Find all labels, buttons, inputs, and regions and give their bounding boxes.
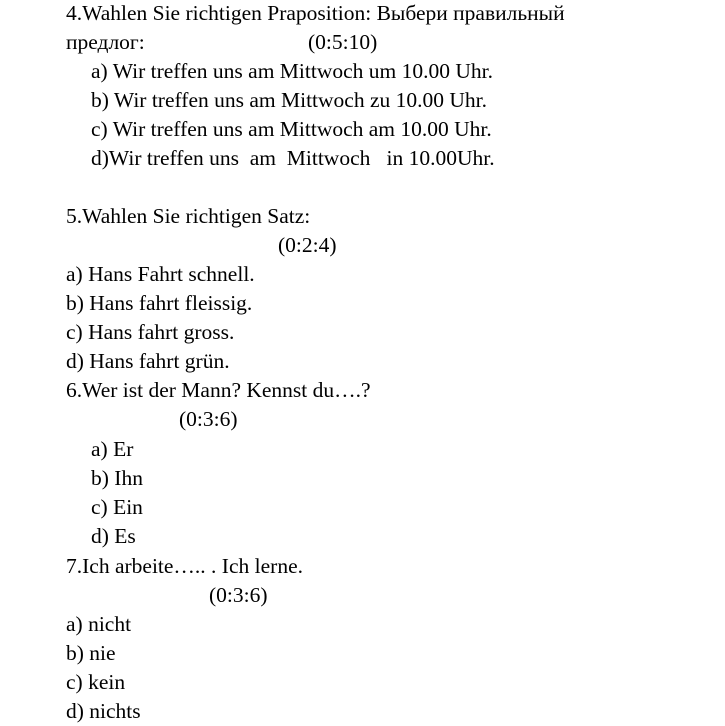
- question-6-option-a: a) Er: [91, 437, 134, 461]
- question-5-title: 5.Wahlen Sie richtigen Satz:: [66, 204, 311, 228]
- question-7-title: 7.Ich arbeite….. . Ich lerne.: [66, 554, 303, 578]
- question-5-option-c: c) Hans fahrt gross.: [66, 320, 235, 344]
- question-4-option-b: b) Wir treffen uns am Mittwoch zu 10.00 Uhr.: [91, 88, 488, 112]
- question-5-score: (0:2:4): [278, 233, 337, 257]
- question-4-score: (0:5:10): [308, 30, 378, 54]
- question-7-option-b: b) nie: [66, 641, 116, 665]
- question-6-option-c: c) Ein: [91, 495, 143, 519]
- question-5-option-d: d) Hans fahrt grün.: [66, 349, 230, 373]
- question-4-option-c: c) Wir treffen uns am Mittwoch am 10.00 Uhr.: [91, 117, 492, 141]
- question-4-option-d: d)Wir treffen uns am Mittwoch in 10.00Uhr.: [91, 146, 495, 170]
- question-6-option-b: b) Ihn: [91, 466, 143, 490]
- question-7-option-a: a) nicht: [66, 612, 132, 636]
- question-4-option-a: a) Wir treffen uns am Mittwoch um 10.00 Uhr.: [91, 59, 493, 83]
- question-6-option-d: d) Es: [91, 524, 136, 548]
- question-7-option-d: d) nichts: [66, 699, 141, 723]
- question-6-score: (0:3:6): [179, 407, 238, 431]
- question-5-option-a: a) Hans Fahrt schnell.: [66, 262, 255, 286]
- question-5-option-b: b) Hans fahrt fleissig.: [66, 291, 253, 315]
- question-6-title: 6.Wer ist der Mann? Kennst du….?: [66, 378, 371, 402]
- question-7-score: (0:3:6): [209, 583, 268, 607]
- question-4-title: 4.Wahlen Sie richtigen Praposition: Выбери правильный: [66, 1, 565, 25]
- question-4-title-continued: предлог:: [66, 30, 145, 54]
- question-7-option-c: c) kein: [66, 670, 126, 694]
